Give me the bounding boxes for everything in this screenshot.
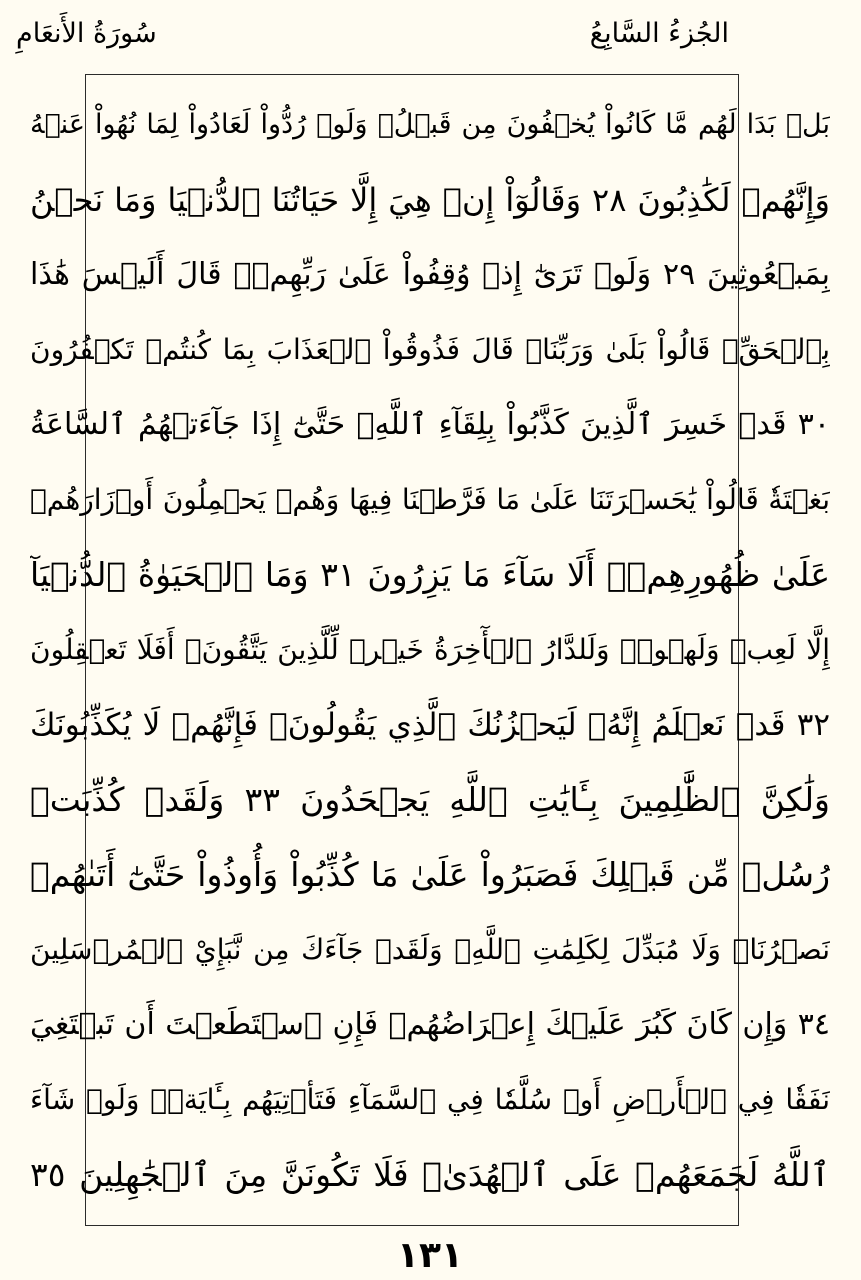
surah-title: سُورَةُ الأَنعَامِ bbox=[16, 18, 157, 49]
text-line-3: بِمَبۡعُوثِينَ ٢٩ وَلَوۡ تَرَىٰٓ إِذۡ وُقِفُواْ عَلَىٰ رَبِّهِمۡۚ قَالَ أَلَيۡسَ هَٰذَا bbox=[30, 257, 830, 292]
text-line-13: ٣٤ وَإِن كَانَ كَبُرَ عَلَيۡكَ إِعۡرَاضُهُمۡ فَإِنِ ٱسۡتَطَعۡتَ أَن تَبۡتَغِيَ bbox=[30, 1007, 830, 1042]
text-line-6: بَغۡتَةٗ قَالُواْ يَٰحَسۡرَتَنَا عَلَىٰ مَا فَرَّطۡنَا فِيهَا وَهُمۡ يَحۡمِلُونَ أَوۡزَارَهُمۡ bbox=[30, 483, 830, 516]
text-line-8: إِلَّا لَعِبٞ وَلَهۡوٞۖ وَلَلدَّارُ ٱلۡأٓخِرَةُ خَيۡرٞ لِّلَّذِينَ يَتَّقُونَۚ أَفَلَا تَعۡقِلُونَ bbox=[30, 633, 830, 666]
text-line-10: وَلَٰكِنَّ ٱلظَّٰلِمِينَ بِـَٔايَٰتِ ٱللَّهِ يَجۡحَدُونَ ٣٣ وَلَقَدۡ كُذِّبَتۡ bbox=[30, 780, 830, 819]
quran-text bbox=[30, 90, 830, 1220]
text-line-1: بَلۡ بَدَا لَهُم مَّا كَانُواْ يُخۡفُونَ مِن قَبۡلُۖ وَلَوۡ رُدُّواْ لَعَادُواْ لِمَا نُهُواْ عَنۡهُ bbox=[30, 109, 830, 140]
text-line-11: رُسُلٞ مِّن قَبۡلِكَ فَصَبَرُواْ عَلَىٰ مَا كُذِّبُواْ وَأُوذُواْ حَتَّىٰٓ أَتَىٰهُمۡ bbox=[30, 855, 830, 894]
text-line-2: وَإِنَّهُمۡ لَكَٰذِبُونَ ٢٨ وَقَالُوٓاْ إِنۡ هِيَ إِلَّا حَيَاتُنَا ٱلدُّنۡيَا وَمَا نَحۡنُ bbox=[30, 181, 830, 219]
text-line-12: نَصۡرُنَاۚ وَلَا مُبَدِّلَ لِكَلِمَٰتِ ٱللَّهِۚ وَلَقَدۡ جَآءَكَ مِن نَّبَإِيْ ٱلۡمُرۡسَلِينَ bbox=[30, 933, 830, 966]
text-line-9: ٣٢ قَدۡ نَعۡلَمُ إِنَّهُۥ لَيَحۡزُنُكَ ٱلَّذِي يَقُولُونَۖ فَإِنَّهُمۡ لَا يُكَذِّبُونَكَ bbox=[30, 707, 830, 743]
text-line-4: بِٱلۡحَقِّۚ قَالُواْ بَلَىٰ وَرَبِّنَاۚ قَالَ فَذُوقُواْ ٱلۡعَذَابَ بِمَا كُنتُمۡ تَكۡفُرُونَ bbox=[30, 333, 830, 366]
page-header bbox=[0, 0, 861, 70]
text-line-7: عَلَىٰ ظُهُورِهِمۡۚ أَلَا سَآءَ مَا يَزِرُونَ ٣١ وَمَا ٱلۡحَيَوٰةُ ٱلدُّنۡيَآ bbox=[30, 555, 830, 594]
text-line-5: ٣٠ قَدۡ خَسِرَ ٱلَّذِينَ كَذَّبُواْ بِلِقَآءِ ٱللَّهِۖ حَتَّىٰٓ إِذَا جَآءَتۡهُمُ ٱلسَّاعَةُ bbox=[30, 407, 830, 442]
juz-title: الجُزءُ السَّابِعُ bbox=[589, 18, 729, 49]
text-line-15: ٱللَّهُ لَجَمَعَهُمۡ عَلَى ٱلۡهُدَىٰۚ فَلَا تَكُونَنَّ مِنَ ٱلۡجَٰهِلِينَ ٣٥ bbox=[30, 1155, 830, 1194]
text-line-14: نَفَقٗا فِي ٱلۡأَرۡضِ أَوۡ سُلَّمٗا فِي ٱلسَّمَآءِ فَتَأۡتِيَهُم بِـَٔايَةٖۚ وَلَوۡ شَآءَ bbox=[30, 1083, 830, 1116]
page-number: ١٣١ bbox=[397, 1235, 463, 1276]
